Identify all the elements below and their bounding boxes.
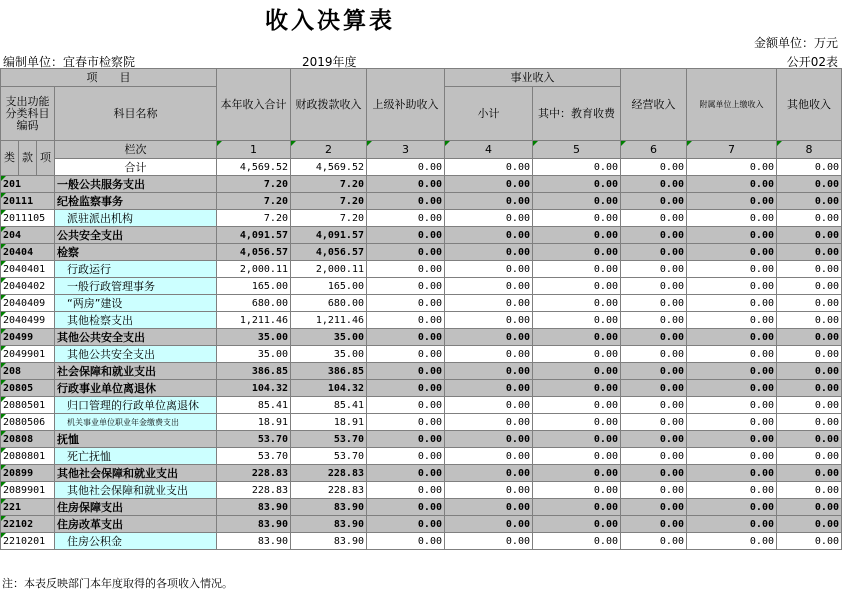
row-value: 0.00 xyxy=(445,482,533,499)
row-name: 社会保障和就业支出 xyxy=(55,363,217,380)
row-value: 0.00 xyxy=(533,533,621,550)
row-value: 85.41 xyxy=(291,397,367,414)
row-value: 0.00 xyxy=(687,261,777,278)
row-value: 0.00 xyxy=(445,516,533,533)
row-value: 0.00 xyxy=(687,244,777,261)
row-value: 4,091.57 xyxy=(291,227,367,244)
row-value: 0.00 xyxy=(367,295,445,312)
header-col-fiscal: 财政拨款收入 xyxy=(291,69,367,141)
row-value: 35.00 xyxy=(217,329,291,346)
row-code: 20499 xyxy=(1,329,55,346)
row-value: 0.00 xyxy=(621,329,687,346)
row-name: 死亡抚恤 xyxy=(55,448,217,465)
row-value: 0.00 xyxy=(621,295,687,312)
header-func-code: 支出功能分类科目编码 xyxy=(1,87,55,141)
row-value: 18.91 xyxy=(291,414,367,431)
row-code: 20808 xyxy=(1,431,55,448)
row-name: 纪检监察事务 xyxy=(55,193,217,210)
row-value: 53.70 xyxy=(291,448,367,465)
row-value: 0.00 xyxy=(621,176,687,193)
row-name: 检察 xyxy=(55,244,217,261)
row-value: 0.00 xyxy=(533,312,621,329)
row-value: 0.00 xyxy=(533,431,621,448)
row-value: 0.00 xyxy=(367,363,445,380)
row-value: 83.90 xyxy=(291,516,367,533)
row-value: 0.00 xyxy=(621,210,687,227)
row-value: 0.00 xyxy=(533,465,621,482)
row-name: 其他社会保障和就业支出 xyxy=(55,482,217,499)
col-num: 4 xyxy=(445,141,533,159)
total-value: 0.00 xyxy=(621,159,687,176)
row-value: 0.00 xyxy=(687,414,777,431)
row-value: 165.00 xyxy=(291,278,367,295)
row-value: 0.00 xyxy=(367,380,445,397)
row-value: 0.00 xyxy=(687,363,777,380)
row-value: 0.00 xyxy=(777,329,842,346)
row-value: 0.00 xyxy=(533,482,621,499)
row-name: 住房公积金 xyxy=(55,533,217,550)
header-col-total: 本年收入合计 xyxy=(217,69,291,141)
row-code: 204 xyxy=(1,227,55,244)
row-value: 0.00 xyxy=(367,499,445,516)
row-value: 0.00 xyxy=(367,227,445,244)
row-value: 0.00 xyxy=(687,448,777,465)
row-value: 0.00 xyxy=(777,346,842,363)
row-value: 0.00 xyxy=(367,516,445,533)
header-col-operating: 经营收入 xyxy=(621,69,687,141)
row-code: 2210201 xyxy=(1,533,55,550)
row-value: 0.00 xyxy=(687,533,777,550)
total-label: 合计 xyxy=(55,159,217,176)
amount-unit: 金额单位：万元 xyxy=(753,36,838,50)
row-code: 2080501 xyxy=(1,397,55,414)
row-code: 2089901 xyxy=(1,482,55,499)
header-col-other: 其他收入 xyxy=(777,69,842,141)
row-value: 7.20 xyxy=(291,210,367,227)
row-value: 0.00 xyxy=(533,193,621,210)
row-value: 228.83 xyxy=(217,465,291,482)
table-row xyxy=(1,278,842,295)
col-num: 5 xyxy=(533,141,621,159)
row-value: 0.00 xyxy=(445,261,533,278)
row-value: 0.00 xyxy=(777,397,842,414)
row-value: 0.00 xyxy=(367,261,445,278)
row-value: 0.00 xyxy=(533,414,621,431)
table-row xyxy=(1,227,842,244)
row-value: 0.00 xyxy=(777,516,842,533)
row-value: 1,211.46 xyxy=(291,312,367,329)
row-value: 2,000.11 xyxy=(291,261,367,278)
row-value: 0.00 xyxy=(621,482,687,499)
row-name: 住房改革支出 xyxy=(55,516,217,533)
total-row xyxy=(1,159,842,176)
row-value: 0.00 xyxy=(533,397,621,414)
table-row xyxy=(1,244,842,261)
row-value: 104.32 xyxy=(291,380,367,397)
row-value: 0.00 xyxy=(533,516,621,533)
table-row xyxy=(1,329,842,346)
row-value: 0.00 xyxy=(687,516,777,533)
total-value: 4,569.52 xyxy=(217,159,291,176)
total-value: 0.00 xyxy=(445,159,533,176)
row-value: 53.70 xyxy=(217,431,291,448)
row-value: 0.00 xyxy=(621,533,687,550)
row-code: 2011105 xyxy=(1,210,55,227)
row-value: 35.00 xyxy=(217,346,291,363)
row-value: 0.00 xyxy=(445,312,533,329)
table-row xyxy=(1,210,842,227)
row-value: 680.00 xyxy=(291,295,367,312)
row-value: 0.00 xyxy=(367,414,445,431)
header-kuan: 款 xyxy=(19,141,37,176)
row-value: 0.00 xyxy=(445,329,533,346)
row-value: 0.00 xyxy=(533,244,621,261)
row-name: 行政运行 xyxy=(55,261,217,278)
table-row xyxy=(1,414,842,431)
row-name: 其他社会保障和就业支出 xyxy=(55,465,217,482)
row-value: 0.00 xyxy=(367,210,445,227)
row-value: 4,056.57 xyxy=(217,244,291,261)
row-code: 2040499 xyxy=(1,312,55,329)
col-num: 2 xyxy=(291,141,367,159)
form-code: 公开02表 xyxy=(786,55,838,69)
row-value: 0.00 xyxy=(445,363,533,380)
row-value: 0.00 xyxy=(777,380,842,397)
row-value: 0.00 xyxy=(687,397,777,414)
total-value: 4,569.52 xyxy=(291,159,367,176)
table-row xyxy=(1,465,842,482)
fiscal-year: 2019年度 xyxy=(302,55,357,69)
row-value: 7.20 xyxy=(291,176,367,193)
row-value: 0.00 xyxy=(687,210,777,227)
col-num: 7 xyxy=(687,141,777,159)
header-lanci: 栏次 xyxy=(55,141,217,159)
row-value: 0.00 xyxy=(777,261,842,278)
row-value: 0.00 xyxy=(687,312,777,329)
row-value: 680.00 xyxy=(217,295,291,312)
row-value: 0.00 xyxy=(777,499,842,516)
header-subject-name: 科目名称 xyxy=(55,87,217,141)
row-value: 0.00 xyxy=(621,397,687,414)
col-num: 6 xyxy=(621,141,687,159)
header-col-affiliated: 附属单位上缴收入 xyxy=(687,69,777,141)
row-name: 机关事业单位职业年金缴费支出 xyxy=(55,414,217,431)
table-row xyxy=(1,295,842,312)
row-value: 386.85 xyxy=(291,363,367,380)
row-value: 0.00 xyxy=(621,380,687,397)
header-xiang: 项 xyxy=(37,141,55,176)
row-value: 0.00 xyxy=(687,431,777,448)
row-value: 0.00 xyxy=(687,193,777,210)
table-row xyxy=(1,193,842,210)
row-value: 0.00 xyxy=(533,380,621,397)
row-value: 0.00 xyxy=(367,397,445,414)
row-value: 0.00 xyxy=(445,533,533,550)
row-code: 20404 xyxy=(1,244,55,261)
row-value: 0.00 xyxy=(445,210,533,227)
row-value: 0.00 xyxy=(687,482,777,499)
row-value: 0.00 xyxy=(445,346,533,363)
row-value: 0.00 xyxy=(533,227,621,244)
row-code: 20899 xyxy=(1,465,55,482)
row-name: “两房”建设 xyxy=(55,295,217,312)
row-value: 0.00 xyxy=(445,244,533,261)
row-value: 0.00 xyxy=(533,448,621,465)
row-value: 85.41 xyxy=(217,397,291,414)
row-value: 7.20 xyxy=(217,210,291,227)
row-value: 4,056.57 xyxy=(291,244,367,261)
row-value: 0.00 xyxy=(687,380,777,397)
row-value: 0.00 xyxy=(777,414,842,431)
row-value: 0.00 xyxy=(445,397,533,414)
row-value: 0.00 xyxy=(621,448,687,465)
row-name: 其他公共安全支出 xyxy=(55,329,217,346)
total-value: 0.00 xyxy=(687,159,777,176)
row-value: 0.00 xyxy=(445,295,533,312)
row-value: 0.00 xyxy=(445,193,533,210)
row-value: 0.00 xyxy=(621,244,687,261)
total-value: 0.00 xyxy=(367,159,445,176)
row-value: 0.00 xyxy=(445,499,533,516)
table-row xyxy=(1,346,842,363)
row-value: 0.00 xyxy=(533,261,621,278)
row-code: 20805 xyxy=(1,380,55,397)
row-value: 0.00 xyxy=(533,295,621,312)
row-value: 2,000.11 xyxy=(217,261,291,278)
row-value: 0.00 xyxy=(445,448,533,465)
header-col-superior: 上级补助收入 xyxy=(367,69,445,141)
table-row xyxy=(1,516,842,533)
row-value: 0.00 xyxy=(445,278,533,295)
row-value: 0.00 xyxy=(621,431,687,448)
row-value: 0.00 xyxy=(533,329,621,346)
row-value: 0.00 xyxy=(367,448,445,465)
row-code: 2080801 xyxy=(1,448,55,465)
row-value: 0.00 xyxy=(533,176,621,193)
table-row xyxy=(1,448,842,465)
header-lei: 类 xyxy=(1,141,19,176)
table-row xyxy=(1,533,842,550)
row-code: 22102 xyxy=(1,516,55,533)
table-row xyxy=(1,261,842,278)
row-value: 0.00 xyxy=(687,295,777,312)
col-num: 1 xyxy=(217,141,291,159)
table-row xyxy=(1,482,842,499)
row-value: 0.00 xyxy=(777,448,842,465)
row-value: 0.00 xyxy=(621,346,687,363)
row-value: 0.00 xyxy=(367,482,445,499)
footnote: 注：本表反映部门本年度取得的各项收入情况。 xyxy=(2,577,233,590)
row-value: 0.00 xyxy=(367,533,445,550)
row-value: 83.90 xyxy=(217,516,291,533)
row-value: 7.20 xyxy=(291,193,367,210)
row-value: 0.00 xyxy=(777,482,842,499)
row-value: 0.00 xyxy=(367,329,445,346)
row-value: 0.00 xyxy=(777,295,842,312)
row-value: 0.00 xyxy=(621,193,687,210)
row-value: 0.00 xyxy=(367,346,445,363)
row-value: 0.00 xyxy=(777,465,842,482)
table-row xyxy=(1,363,842,380)
row-value: 0.00 xyxy=(777,363,842,380)
row-value: 0.00 xyxy=(445,380,533,397)
table-row xyxy=(1,431,842,448)
row-value: 0.00 xyxy=(687,346,777,363)
row-code: 2049901 xyxy=(1,346,55,363)
row-value: 0.00 xyxy=(687,176,777,193)
row-value: 7.20 xyxy=(217,176,291,193)
row-name: 抚恤 xyxy=(55,431,217,448)
row-value: 0.00 xyxy=(533,346,621,363)
income-statement-table xyxy=(0,68,842,550)
row-value: 0.00 xyxy=(367,312,445,329)
row-name: 归口管理的行政单位离退休 xyxy=(55,397,217,414)
row-name: 其他检察支出 xyxy=(55,312,217,329)
row-value: 0.00 xyxy=(621,363,687,380)
row-value: 0.00 xyxy=(777,244,842,261)
row-value: 35.00 xyxy=(291,329,367,346)
row-value: 83.90 xyxy=(217,499,291,516)
row-value: 18.91 xyxy=(217,414,291,431)
row-code: 2040402 xyxy=(1,278,55,295)
row-code: 221 xyxy=(1,499,55,516)
table-row xyxy=(1,176,842,193)
row-value: 0.00 xyxy=(445,227,533,244)
row-value: 83.90 xyxy=(291,499,367,516)
row-value: 53.70 xyxy=(217,448,291,465)
row-value: 35.00 xyxy=(291,346,367,363)
row-code: 2080506 xyxy=(1,414,55,431)
row-value: 0.00 xyxy=(621,414,687,431)
row-value: 0.00 xyxy=(687,329,777,346)
row-value: 0.00 xyxy=(621,261,687,278)
row-value: 0.00 xyxy=(445,465,533,482)
row-value: 1,211.46 xyxy=(217,312,291,329)
row-value: 0.00 xyxy=(777,278,842,295)
row-code: 201 xyxy=(1,176,55,193)
row-name: 公共安全支出 xyxy=(55,227,217,244)
row-code: 2040401 xyxy=(1,261,55,278)
row-value: 0.00 xyxy=(621,516,687,533)
row-name: 其他公共安全支出 xyxy=(55,346,217,363)
row-name: 一般行政管理事务 xyxy=(55,278,217,295)
table-row xyxy=(1,312,842,329)
header-col-education: 其中：教育收费 xyxy=(533,87,621,141)
header-project: 项 目 xyxy=(1,69,217,87)
row-code: 20111 xyxy=(1,193,55,210)
row-value: 83.90 xyxy=(217,533,291,550)
row-value: 228.83 xyxy=(217,482,291,499)
row-name: 行政事业单位离退休 xyxy=(55,380,217,397)
row-name: 派驻派出机构 xyxy=(55,210,217,227)
row-value: 0.00 xyxy=(533,278,621,295)
total-value: 0.00 xyxy=(777,159,842,176)
row-value: 0.00 xyxy=(777,227,842,244)
row-value: 0.00 xyxy=(367,465,445,482)
row-value: 0.00 xyxy=(533,499,621,516)
col-num: 8 xyxy=(777,141,842,159)
row-value: 4,091.57 xyxy=(217,227,291,244)
row-value: 0.00 xyxy=(367,193,445,210)
row-code: 208 xyxy=(1,363,55,380)
row-value: 386.85 xyxy=(217,363,291,380)
row-value: 228.83 xyxy=(291,482,367,499)
row-value: 0.00 xyxy=(777,210,842,227)
total-value: 0.00 xyxy=(533,159,621,176)
row-name: 住房保障支出 xyxy=(55,499,217,516)
row-value: 0.00 xyxy=(533,210,621,227)
row-value: 0.00 xyxy=(621,499,687,516)
row-value: 0.00 xyxy=(367,244,445,261)
row-value: 0.00 xyxy=(445,414,533,431)
row-value: 228.83 xyxy=(291,465,367,482)
row-value: 0.00 xyxy=(687,227,777,244)
row-name: 一般公共服务支出 xyxy=(55,176,217,193)
row-value: 0.00 xyxy=(445,176,533,193)
report-title: 收入决算表 xyxy=(265,8,395,34)
header-business-income: 事业收入 xyxy=(445,69,621,87)
row-value: 0.00 xyxy=(533,363,621,380)
table-row xyxy=(1,499,842,516)
row-value: 7.20 xyxy=(217,193,291,210)
row-value: 0.00 xyxy=(687,499,777,516)
row-value: 0.00 xyxy=(367,278,445,295)
row-value: 0.00 xyxy=(687,278,777,295)
row-value: 0.00 xyxy=(621,278,687,295)
row-value: 104.32 xyxy=(217,380,291,397)
row-value: 0.00 xyxy=(777,431,842,448)
compiling-unit: 编制单位：宜春市检察院 xyxy=(3,55,136,69)
table-row xyxy=(1,380,842,397)
row-value: 0.00 xyxy=(621,312,687,329)
table-row xyxy=(1,397,842,414)
header-col-subtotal: 小计 xyxy=(445,87,533,141)
row-value: 0.00 xyxy=(777,533,842,550)
row-value: 53.70 xyxy=(291,431,367,448)
row-value: 0.00 xyxy=(621,227,687,244)
row-value: 83.90 xyxy=(291,533,367,550)
row-value: 0.00 xyxy=(777,193,842,210)
row-code: 2040409 xyxy=(1,295,55,312)
row-value: 0.00 xyxy=(445,431,533,448)
row-value: 0.00 xyxy=(621,465,687,482)
col-num: 3 xyxy=(367,141,445,159)
row-value: 165.00 xyxy=(217,278,291,295)
row-value: 0.00 xyxy=(777,312,842,329)
row-value: 0.00 xyxy=(687,465,777,482)
row-value: 0.00 xyxy=(367,176,445,193)
row-value: 0.00 xyxy=(367,431,445,448)
row-value: 0.00 xyxy=(777,176,842,193)
